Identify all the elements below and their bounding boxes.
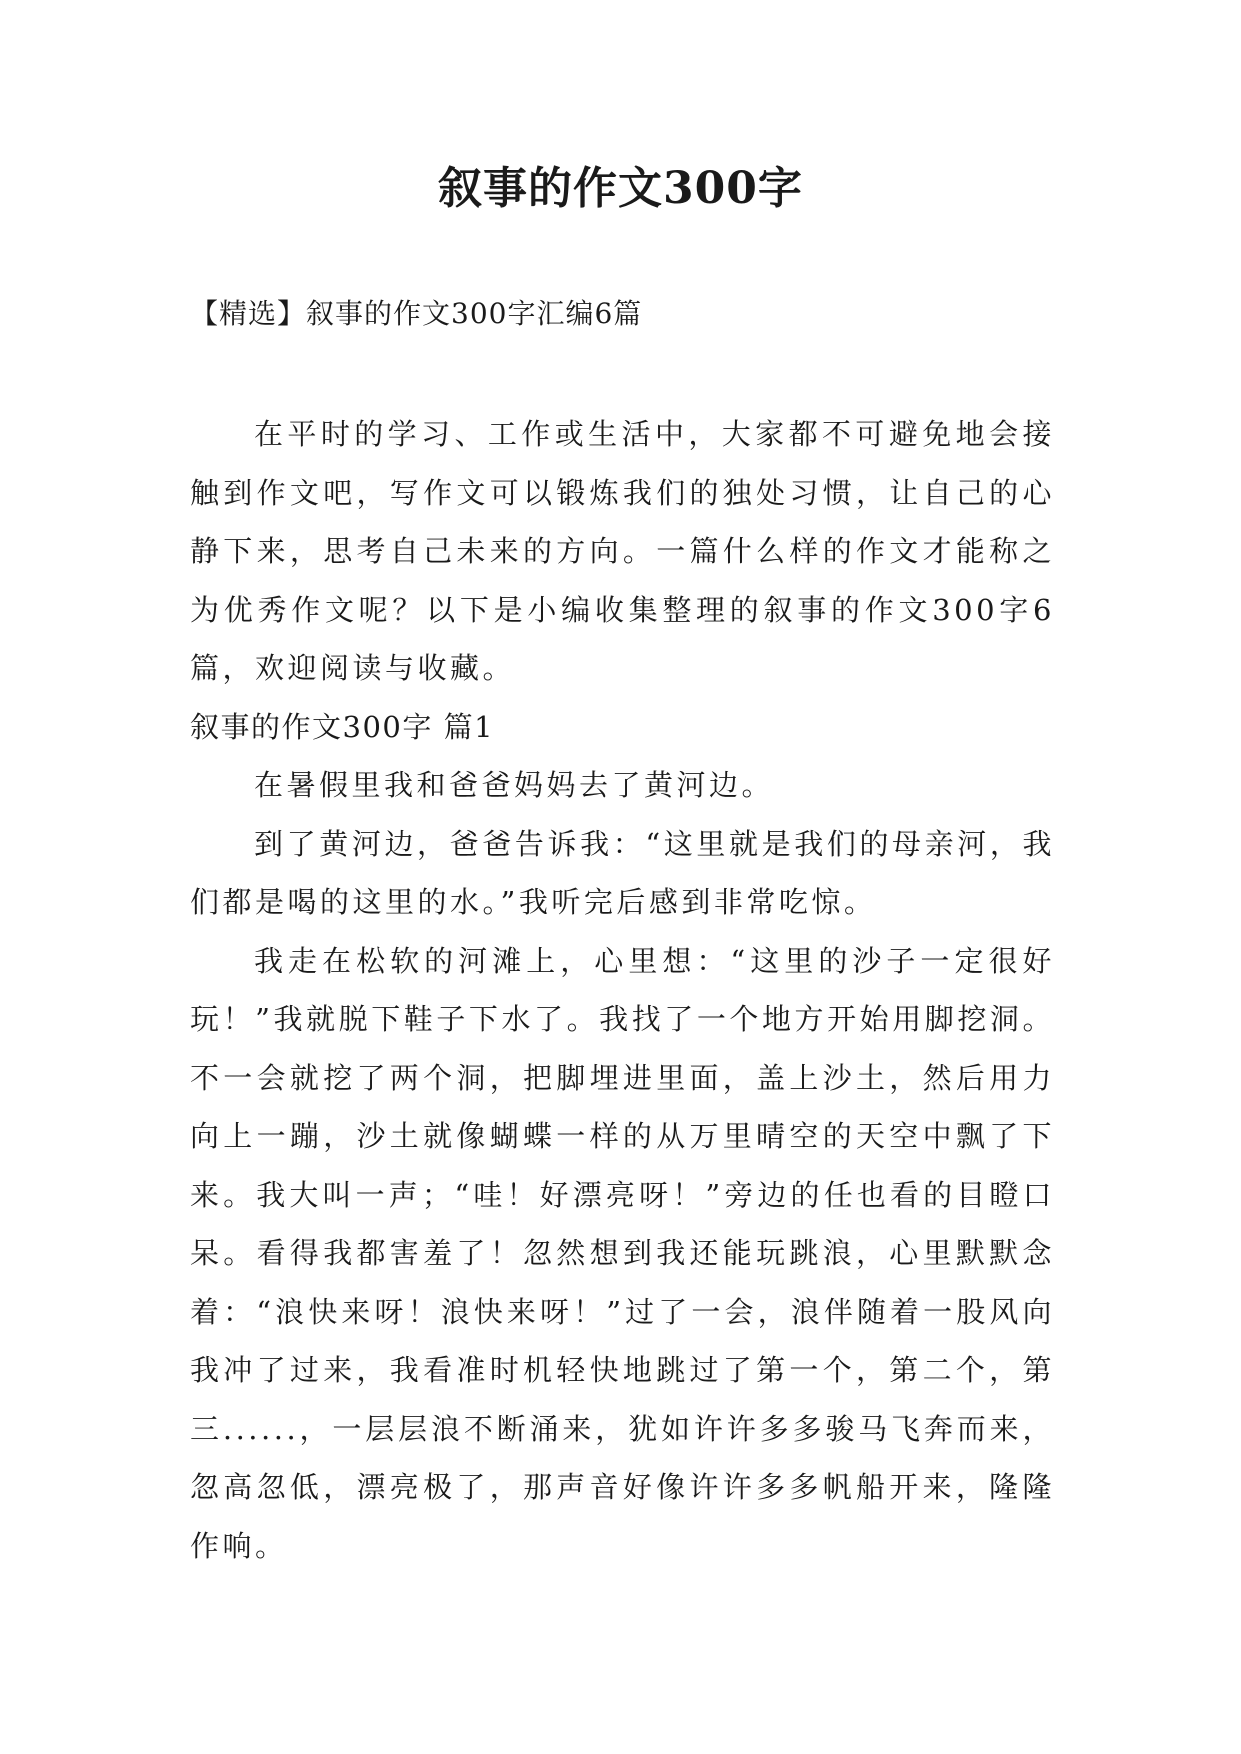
body-paragraph: 到了黄河边，爸爸告诉我：“这里就是我们的母亲河，我们都是喝的这里的水。”我听完后感到非常吃惊。 <box>190 826 1055 919</box>
document-body <box>190 405 1055 1575</box>
document-subtitle: 【精选】叙事的作文300字汇编6篇 <box>190 297 643 330</box>
section-heading: 叙事的作文300字 篇1 <box>190 709 495 744</box>
intro-paragraph: 在平时的学习、工作或生活中，大家都不可避免地会接触到作文吧，写作文可以锻炼我们的独处习惯，让自己的心静下来，思考自己未来的方向。一篇什么样的作文才能称之为优秀作文呢？以下是小编收集整理的叙事的作文300字6篇，欢迎阅读与收藏。 <box>190 417 1055 685</box>
body-paragraph: 我走在松软的河滩上，心里想：“这里的沙子一定很好玩！”我就脱下鞋子下水了。我找了一个地方开始用脚挖洞。不一会就挖了两个洞，把脚埋进里面，盖上沙土，然后用力向上一蹦，沙土就像蝴蝶一样的从万里晴空的天空中飘了下来。我大叫一声；“哇！好漂亮呀！”旁边的任也看的目瞪口呆。看得我都害羞了！忽然想到我还能玩跳浪，心里默默念着：“浪快来呀！浪快来呀！”过了一会，浪伴随着一股风向我冲了过来，我看准时机轻快地跳过了第一个，第二个，第三......，一层层浪不断涌来，犹如许许多多骏马飞奔而来，忽高忽低，漂亮极了，那声音好像许许多多帆船开来，隆隆作响。 <box>190 943 1055 1563</box>
document-title: 叙事的作文300字 <box>438 163 803 214</box>
body-paragraph: 在暑假里我和爸爸妈妈去了黄河边。 <box>254 768 775 802</box>
